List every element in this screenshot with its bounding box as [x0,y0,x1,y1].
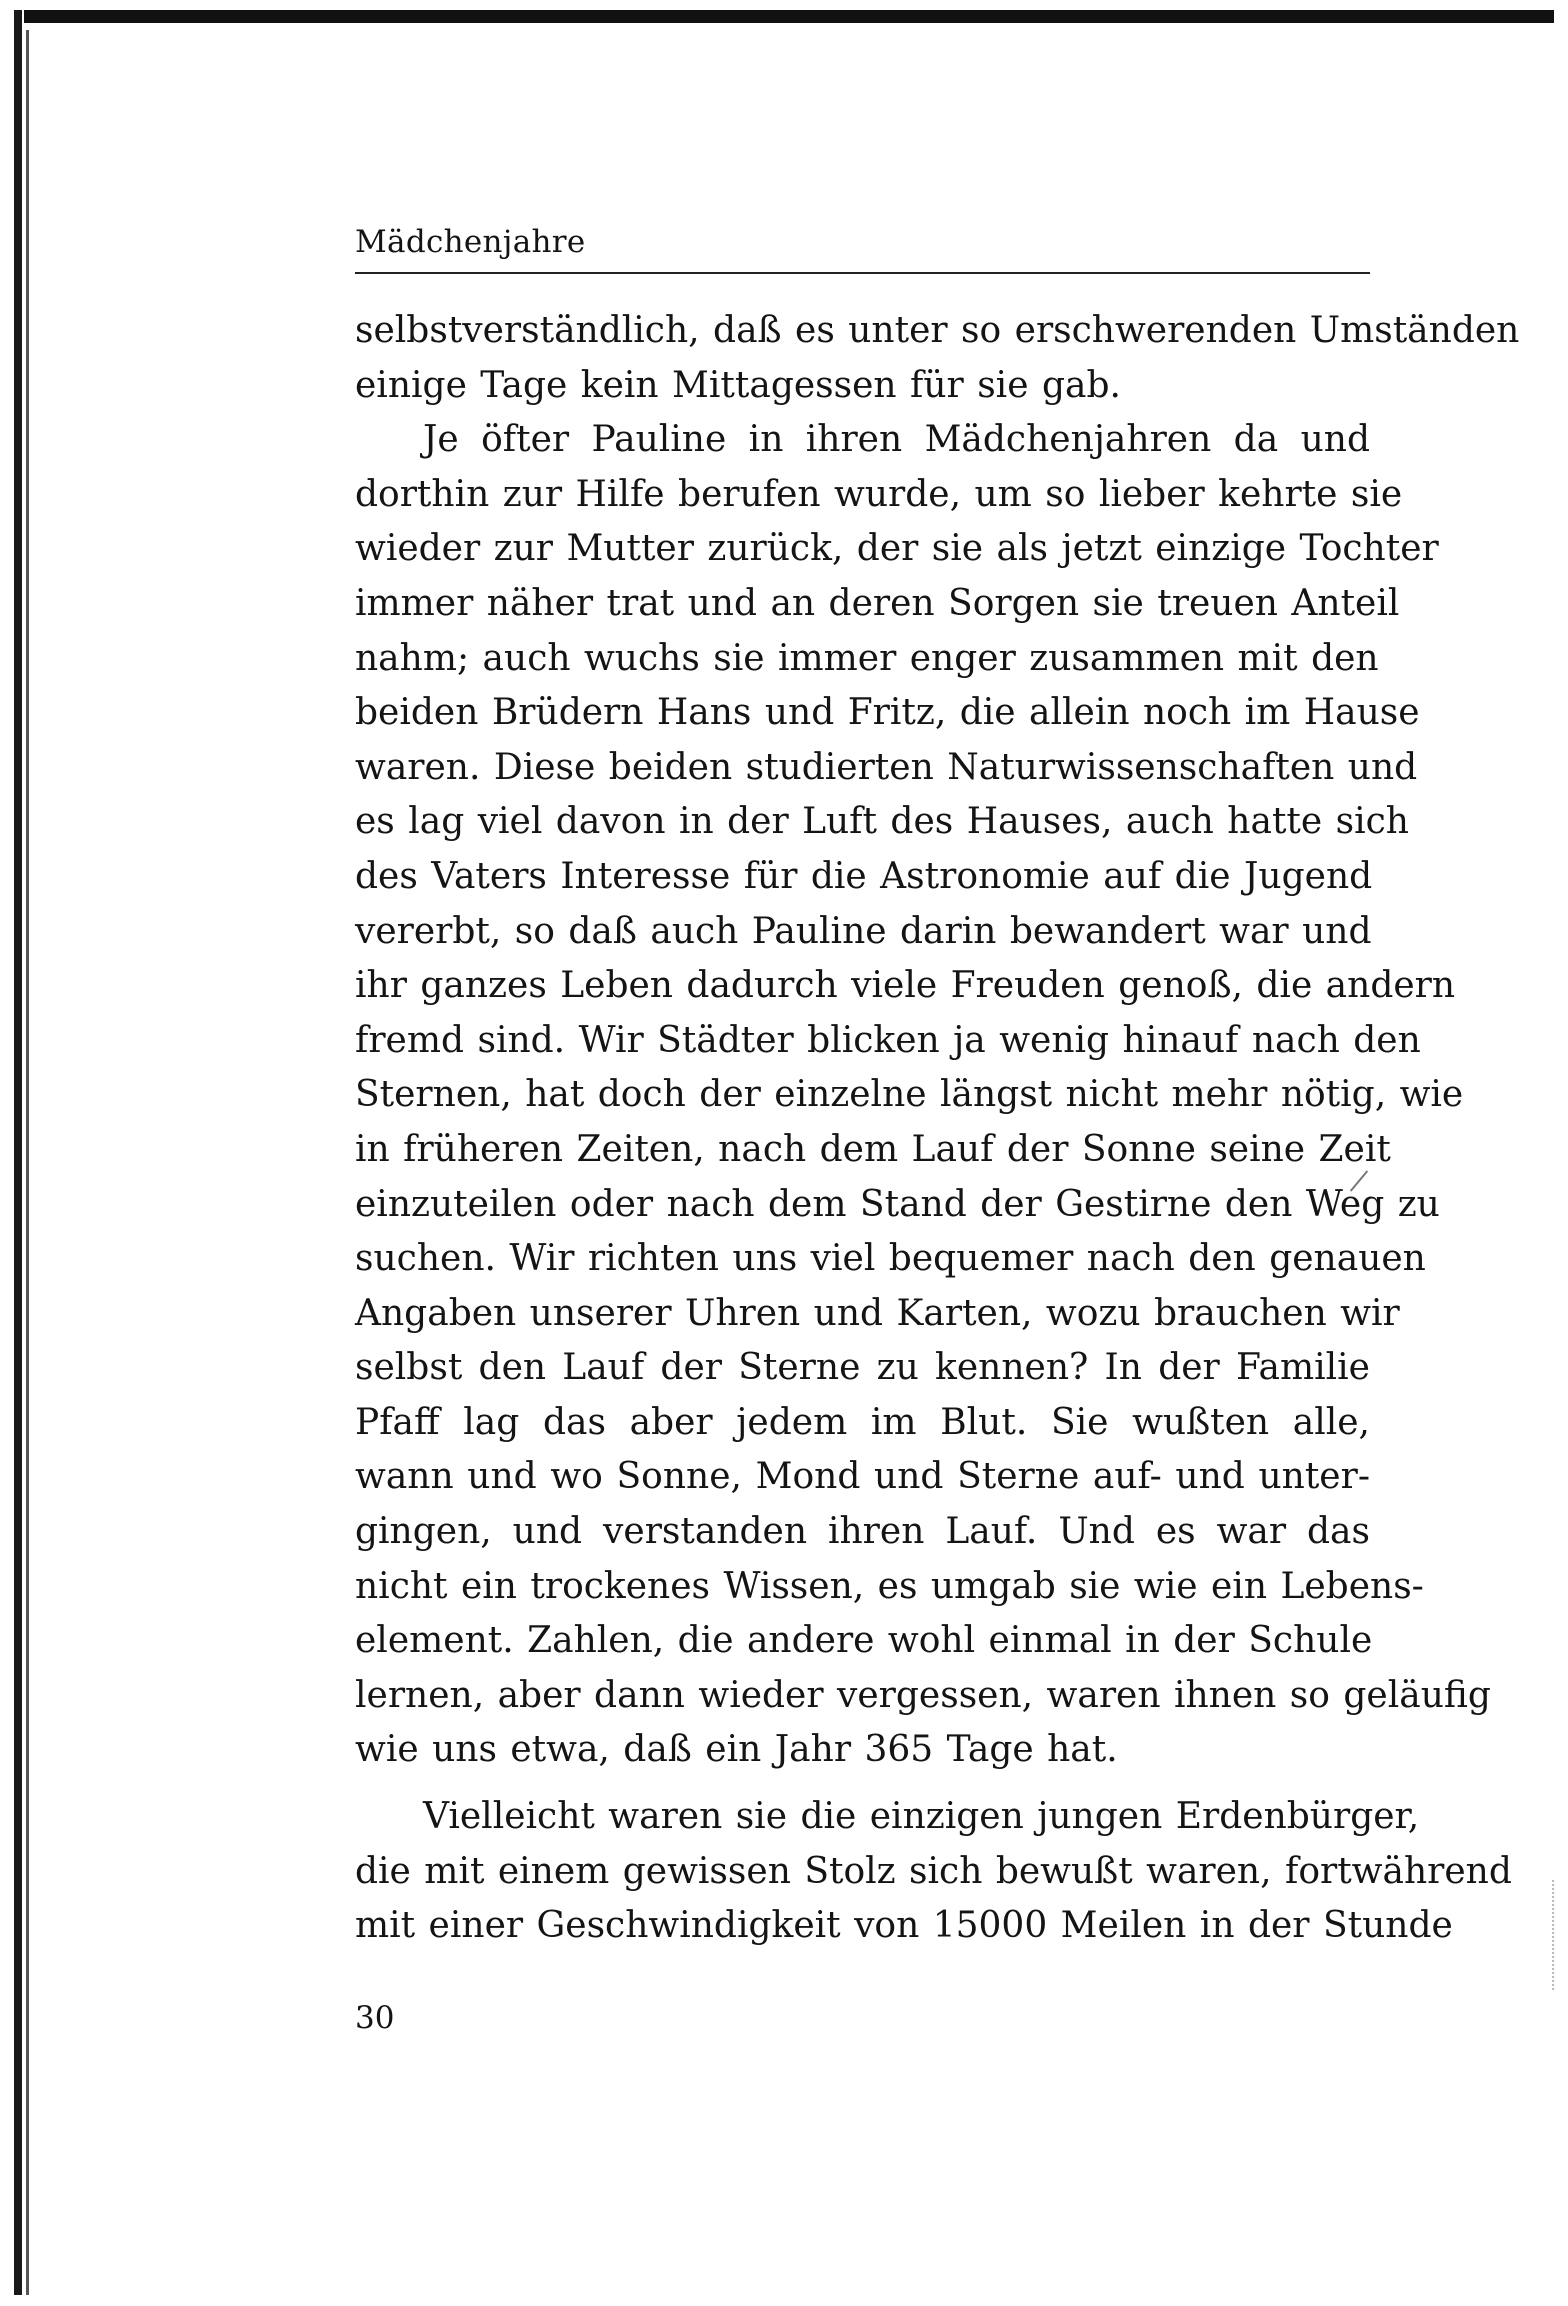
paragraph-gap [355,1778,1370,1790]
text-line: element. Zahlen, die andere wohl einmal in der Schule [355,1620,1373,1662]
scan-left-border-shadow [26,30,29,2295]
text-line: waren. Diese beiden studierten Naturwissenschaften und [355,746,1418,788]
scan-edge-specks [1552,1880,1556,1990]
text-line: fremd sind. Wir Städter blicken ja wenig hinauf nach den [355,1019,1421,1061]
text-line: einige Tage kein Mittagessen für sie gab. [355,364,1121,406]
text-line: einzuteilen oder nach dem Stand der Gestirne den Weg zu [355,1183,1440,1225]
text-line: wann und wo Sonne, Mond und Sterne auf- und unter- [355,1456,1370,1498]
text-line: Je öfter Pauline in ihren Mädchenjahren da und [423,419,1370,461]
text-line: suchen. Wir richten uns viel bequemer nach den genauen [355,1238,1426,1280]
text-line: wie uns etwa, daß ein Jahr 365 Tage hat. [355,1729,1118,1771]
text-line: ihr ganzes Leben dadurch viele Freuden genoß, die andern [355,965,1456,1007]
text-line: gingen, und verstanden ihren Lauf. Und es war das [355,1511,1370,1553]
text-line: Angaben unserer Uhren und Karten, wozu brauchen wir [355,1292,1400,1334]
text-line: wieder zur Mutter zurück, der sie als jetzt einzige Tochter [355,528,1439,570]
text-line: Vielleicht waren sie die einzigen jungen Erdenbürger, [423,1796,1420,1838]
text-line: nicht ein trockenes Wissen, es umgab sie wie ein Lebens- [355,1565,1424,1607]
text-line: Sternen, hat doch der einzelne längst nicht mehr nötig, wie [355,1074,1464,1116]
text-line: lernen, aber dann wieder vergessen, waren ihnen so geläufig [355,1674,1491,1716]
scan-left-border [14,10,22,2295]
text-line: immer näher trat und an deren Sorgen sie treuen Anteil [355,582,1400,624]
paragraph [355,1790,1512,1954]
text-line: nahm; auch wuchs sie immer enger zusammen mit den [355,637,1379,679]
page-number: 30 [355,1999,395,2036]
running-head: Mädchenjahre [355,224,586,260]
book-page [355,222,1520,2038]
text-line: vererbt, so daß auch Pauline darin bewandert war und [355,910,1372,952]
text-line: des Vaters Interesse für die Astronomie auf die Jugend [355,855,1373,897]
text-line: selbst den Lauf der Sterne zu kennen? In der Familie [355,1347,1370,1389]
text-line: die mit einem gewissen Stolz sich bewußt waren, fortwährend [355,1850,1512,1892]
text-line: beiden Brüdern Hans und Fritz, die allein noch im Hause [355,692,1420,734]
text-line: es lag viel davon in der Luft des Hauses, auch hatte sich [355,801,1409,843]
body-text [355,304,1520,1954]
paragraph [355,413,1491,1778]
header-rule [355,272,1370,274]
text-line: mit einer Geschwindigkeit von 15000 Meilen in der Stunde [355,1905,1453,1947]
text-line: selbstverständlich, daß es unter so erschwerenden Umständen [355,310,1520,351]
text-line: Pfaff lag das aber jedem im Blut. Sie wußten alle, [355,1401,1370,1443]
text-line: in früheren Zeiten, nach dem Lauf der Sonne seine Zeit [355,1128,1391,1170]
paragraph [355,304,1520,413]
scan-top-border [24,10,1554,23]
text-line: dorthin zur Hilfe berufen wurde, um so lieber kehrte sie [355,473,1403,515]
